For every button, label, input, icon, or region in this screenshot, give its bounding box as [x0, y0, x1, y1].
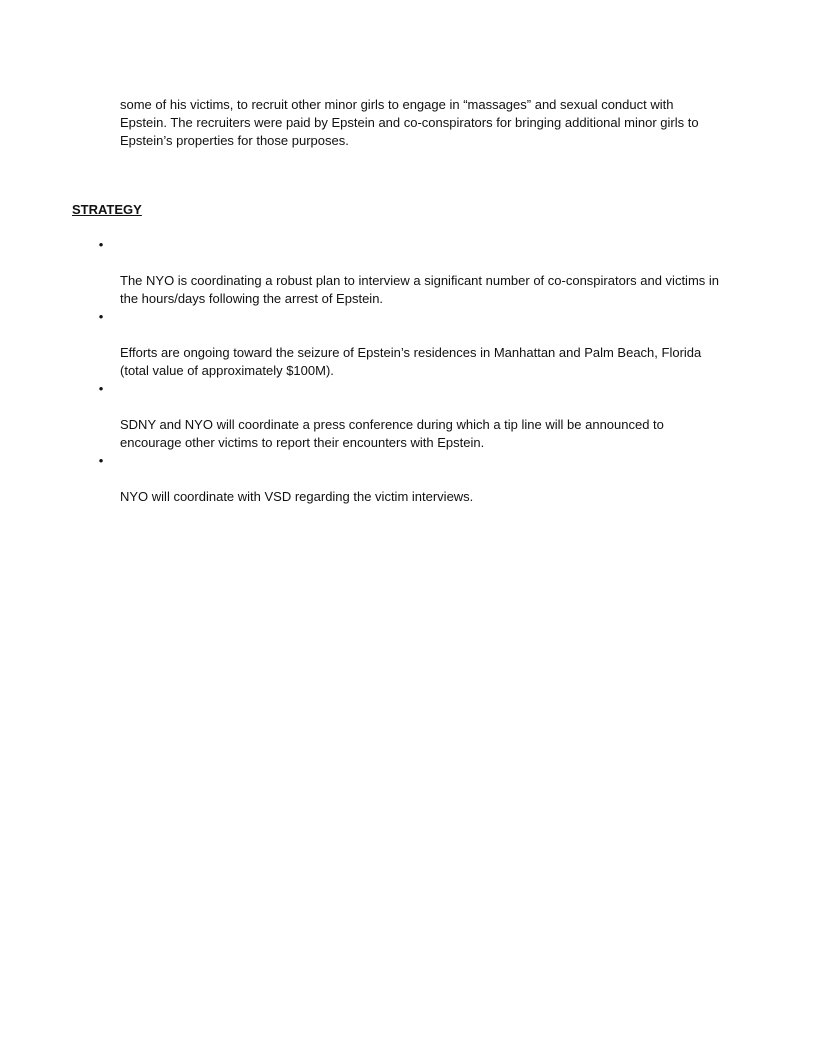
- bullet-text: NYO will coordinate with VSD regarding the victim interviews.: [120, 489, 474, 504]
- bullet-text: Efforts are ongoing toward the seizure of Epstein’s residences in Manhattan and Palm Beach, Florida (total value of approximately $100M).: [120, 345, 702, 378]
- strategy-bullet-list: [72, 236, 752, 506]
- bullet-icon: •: [98, 237, 104, 252]
- bullet-item: [72, 236, 752, 308]
- bullet-item: [72, 452, 752, 506]
- bullet-text: SDNY and NYO will coordinate a press conference during which a tip line will be announced to encourage other victims to report their encounters with Epstein.: [120, 417, 664, 450]
- bullet-item: [72, 380, 752, 452]
- bullet-text: The NYO is coordinating a robust plan to interview a significant number of co-conspirators and victims in the hours/days following the arrest of Epstein.: [120, 273, 720, 306]
- bullet-item: [72, 308, 752, 380]
- continuation-paragraph: some of his victims, to recruit other minor girls to engage in “massages” and sexual conduct with Epstein. The recruiters were paid by Epstein and co-conspirators for bringing additional minor girls to Epstein’s properties for those purposes.: [120, 97, 699, 148]
- bullet-icon: •: [98, 309, 104, 324]
- bullet-icon: •: [98, 381, 104, 396]
- bullet-icon: •: [98, 453, 104, 468]
- strategy-heading: STRATEGY: [72, 202, 142, 217]
